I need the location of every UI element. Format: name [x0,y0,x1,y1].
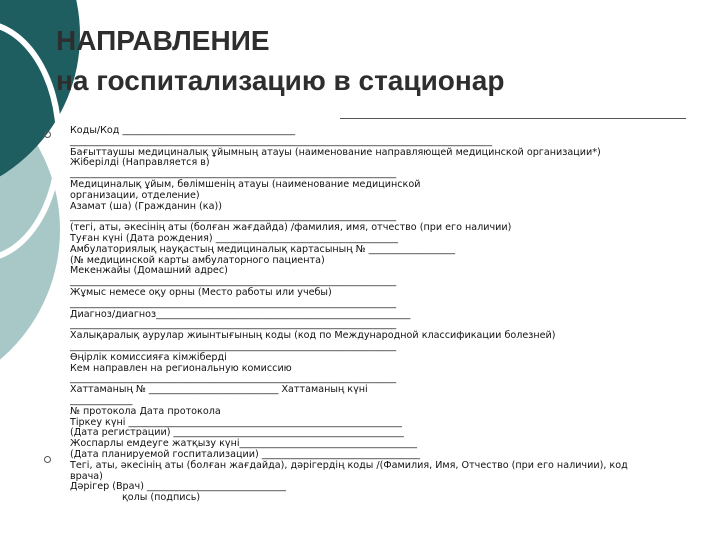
medical-card-number-label: (№ медицинской карты амбулаторного пациента) [70,254,325,266]
blank-line: ____________________________________________________________________ [70,319,397,331]
diagnosis-line: Диагноз/диагноз_____________________________________________________ [70,308,411,320]
referring-organization-label: Бағыттаушы медициналық ұйымның атауы (наименование направляющей медицинской организации*) [70,146,601,158]
title-divider [340,118,686,119]
blank-line: ____________________________________________________________________ [70,373,397,385]
bullet-icon [44,131,51,138]
blank-line: ________________________________________________________________________________________ [70,135,493,147]
home-address-label: Мекенжайы (Домашний адрес) [70,265,228,277]
full-name-label: (тегі, аты, әкесінің аты (болған жағдайда) /фамилия, имя, отчество (при его наличии) [70,222,512,234]
referred-to-label: Жіберілді (Направляется в) [70,157,210,169]
organization-department-label: организации, отделение) [70,189,200,201]
blank-line: ____________________________________________________________________ [70,340,397,352]
blank-line: ____________________________________________________________________ [70,211,397,223]
registration-date-line: Тіркеу күні _________________________________________________________ [70,416,402,428]
page-title: НАПРАВЛЕНИЕ [56,25,270,56]
planned-hospitalization-line-ru: (Дата планируемой госпитализации) _________________________________ [70,448,421,460]
registration-date-line-ru: (Дата регистрации) ________________________________________________ [70,427,404,439]
bullet-icon [44,456,51,463]
work-study-place-label: Жұмыс немесе оқу орны (Место работы или учебы) [70,286,332,298]
medical-card-number-line: Амбулаториялық науқастың медициналық картасының № __________________ [70,243,456,255]
page-subtitle: на госпитализацию в стационар [56,65,505,96]
referral-form-body [70,126,710,504]
citizen-label: Азамат (ша) (Гражданин (ка)) [70,200,222,212]
organization-name-label: Медициналық ұйым, бөлімшенің атауы (наименование медицинской [70,178,421,190]
signature-label: қолы (подпись) [122,492,201,504]
doctor-line: Дәрігер (Врач) _____________________________ [70,481,287,493]
regional-commission-label-ru: Кем направлен на региональную комиссию [70,362,292,374]
protocol-number-line: Хаттаманың № ___________________________ Хаттаманың күні [70,384,368,396]
planned-hospitalization-line: Жоспарлы емдеуге жатқызу күні_____________________________________ [70,438,418,450]
blank-line: ____________________________________________________________________ [70,297,397,309]
doctor-name-label: Тегі, аты, әкесінің аты (болған жағдайда), дәрігердің коды /(Фамилия, Имя, Отчество (при его наличии), код врача) [70,459,628,482]
blank-line: ____________________________________________________________________ [70,168,397,180]
icd-code-label: Халықаралық аурулар жиынтығының коды (код по Международной классификации болезней) [70,330,556,342]
blank-line: _____________ [70,394,133,406]
codes-line: Коды/Код ____________________________________ [70,125,296,136]
regional-commission-label-kz: Өңірлік комиссияға кімжіберді [70,351,227,363]
blank-line: ____________________________________________________________________ [70,276,397,288]
birth-date-line: Туған күні (Дата рождения) ______________________________________ [70,232,398,244]
protocol-label: № протокола Дата протокола [70,405,221,417]
